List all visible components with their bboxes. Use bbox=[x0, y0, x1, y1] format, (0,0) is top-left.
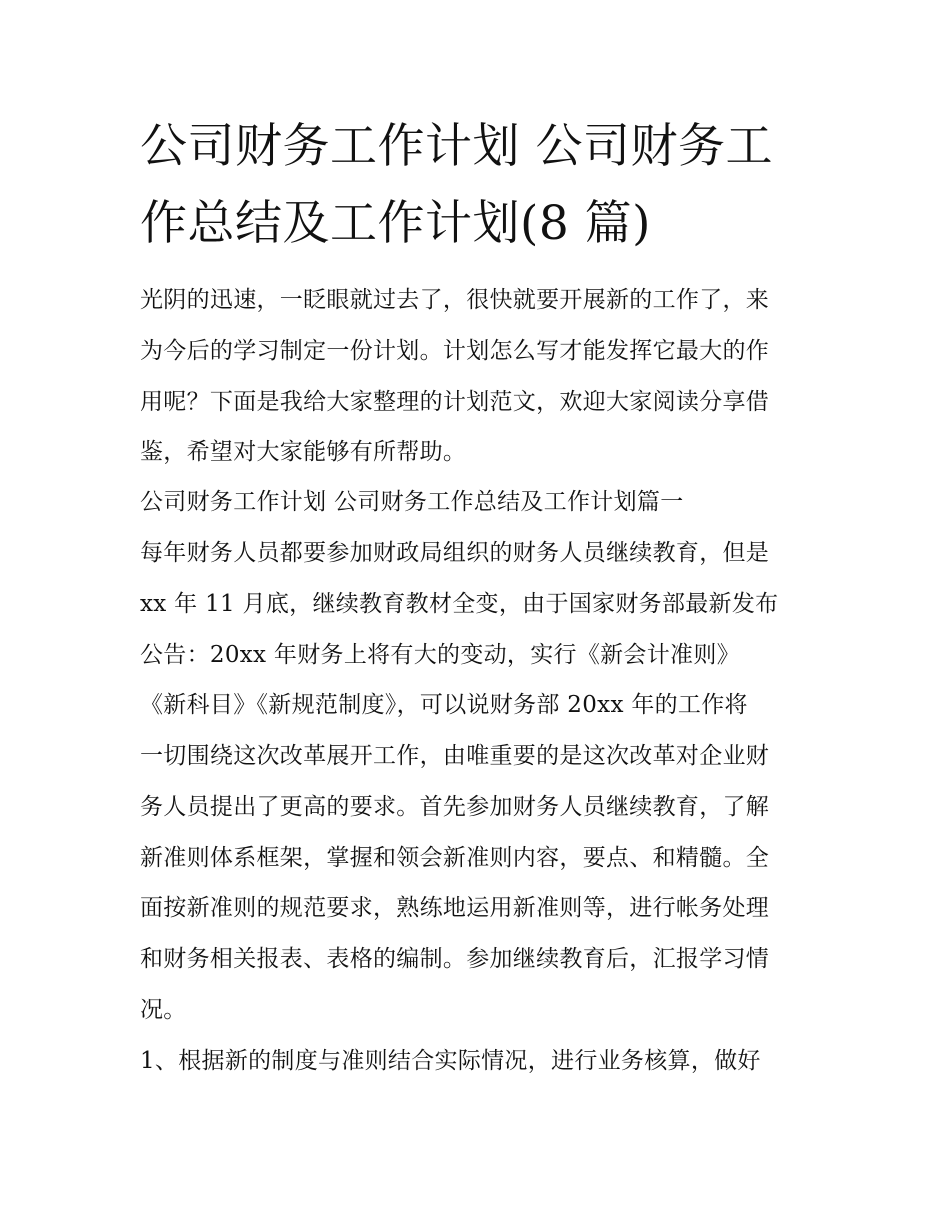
body-line: 光阴的迅速，一眨眼就过去了，很快就要开展新的工作了，来 bbox=[140, 287, 770, 313]
body-line: 《新科目》《新规范制度》，可以说财务部 20xx 年的工作将 bbox=[140, 692, 748, 718]
document-title-line-2: 作总结及工作计划(8 篇) bbox=[140, 196, 652, 251]
body-line: 面按新准则的规范要求，熟练地运用新准则等，进行帐务处理 bbox=[140, 895, 770, 921]
body-line: 鉴，希望对大家能够有所帮助。 bbox=[140, 439, 467, 465]
body-line: 一切围绕这次改革展开工作，由唯重要的是这次改革对企业财 bbox=[140, 743, 770, 769]
body-line: 和财务相关报表、表格的编制。参加继续教育后，汇报学习情 bbox=[140, 946, 770, 972]
document-title-line-1: 公司财务工作计划 公司财务工 bbox=[140, 119, 773, 174]
section-heading: 公司财务工作计划 公司财务工作总结及工作计划篇一 bbox=[140, 489, 684, 515]
body-line: 公告：20xx 年财务上将有大的变动，实行《新会计准则》 bbox=[140, 642, 740, 668]
body-line: 1、根据新的制度与准则结合实际情况，进行业务核算，做好 bbox=[140, 1048, 761, 1074]
body-line: 为今后的学习制定一份计划。计划怎么写才能发挥它最大的作 bbox=[140, 338, 770, 364]
body-line: 况。 bbox=[140, 997, 187, 1023]
body-line: xx 年 11 月底，继续教育教材全变，由于国家财务部最新发布 bbox=[140, 591, 779, 617]
body-line: 新准则体系框架，掌握和领会新准则内容，要点、和精髓。全 bbox=[140, 845, 770, 871]
body-line: 每年财务人员都要参加财政局组织的财务人员继续教育，但是 bbox=[140, 540, 770, 566]
body-line: 用呢？下面是我给大家整理的计划范文，欢迎大家阅读分享借 bbox=[140, 389, 770, 415]
body-line: 务人员提出了更高的要求。首先参加财务人员继续教育，了解 bbox=[140, 794, 770, 820]
